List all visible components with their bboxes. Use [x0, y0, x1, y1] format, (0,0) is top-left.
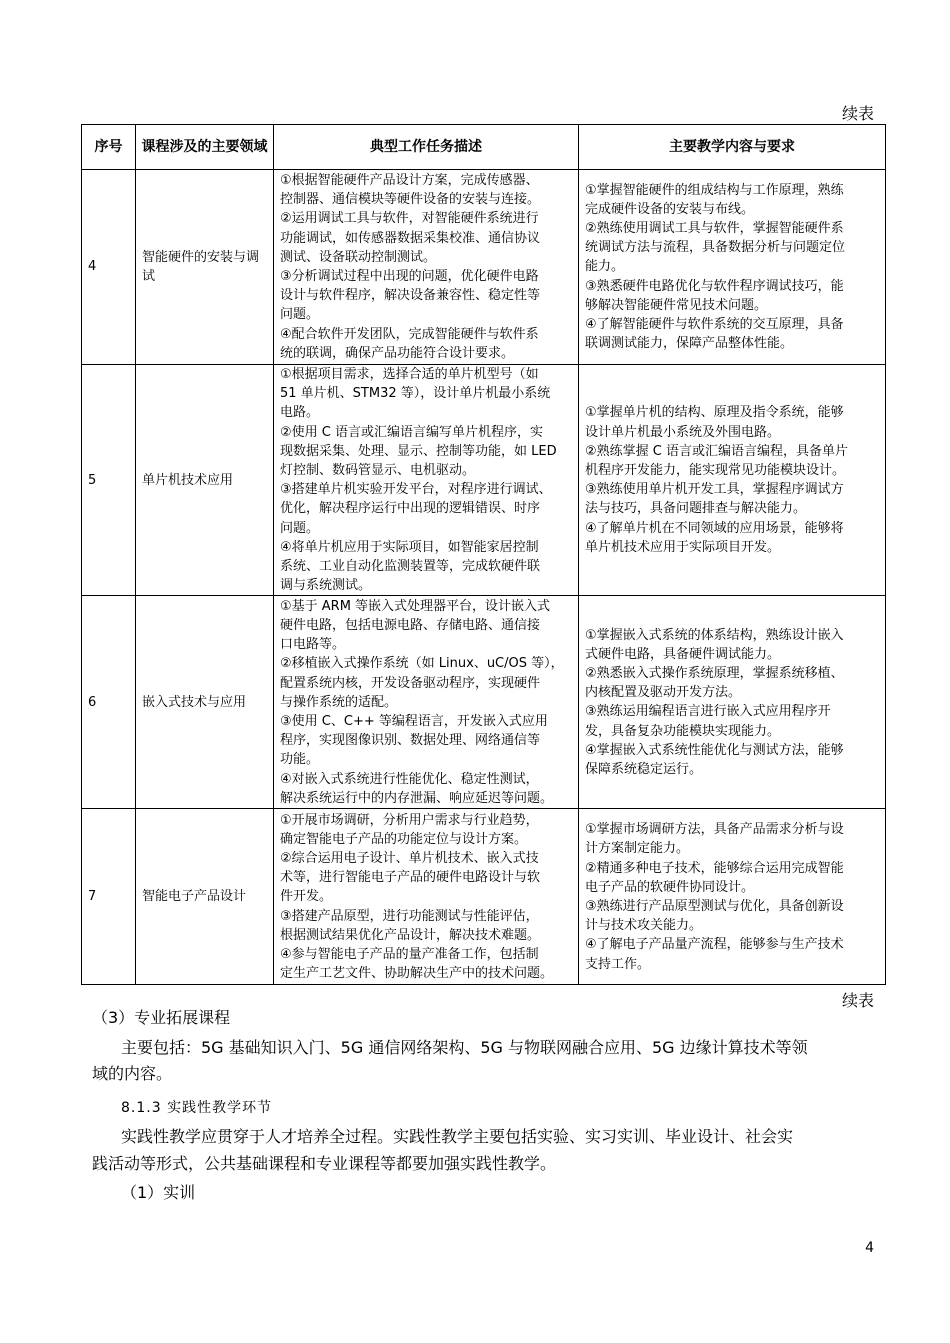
task-line: 灯控制、数码管显示、电机驱动。 — [280, 463, 476, 479]
task-line: 与操作系统的适配。 — [280, 694, 398, 710]
task-line: ③分析调试过程中出现的问题，优化硬件电路 — [280, 269, 539, 284]
task-line: 术等，进行智能电子产品的硬件电路设计与软 — [280, 870, 541, 886]
row-teaching-requirements — [579, 170, 886, 365]
task-line: 系统、工业自动化监测装置等，完成软硬件联 — [280, 559, 541, 575]
row-area: 智能电子产品设计 — [136, 809, 274, 985]
requirement-line: 完成硬件设备的安装与布线。 — [585, 201, 755, 217]
requirement-line: 计与技术攻关能力。 — [585, 918, 703, 934]
header-area: 课程涉及的主要领域 — [136, 125, 274, 170]
requirement-line: 保障系统稳定运行。 — [585, 762, 703, 778]
task-line: 优化，解决程序运行中出现的逻辑错误、时序 — [280, 501, 541, 517]
requirement-line: ①掌握智能硬件的组成结构与工作原理，熟练 — [585, 182, 844, 198]
requirement-line: ③熟练使用单片机开发工具，掌握程序调试方 — [585, 482, 844, 498]
table-row — [82, 170, 886, 365]
task-line: ③搭建单片机实验开发平台，对程序进行调试、 — [280, 482, 552, 498]
task-line: ①开展市场调研，分析用户需求与行业趋势， — [280, 812, 539, 828]
task-line: 解决系统运行中的内存泄漏、响应延迟等问题。 — [280, 790, 554, 806]
task-line: 功能。 — [280, 752, 320, 768]
row-number: 7 — [82, 809, 136, 985]
table-row — [82, 596, 886, 809]
row-task-description — [274, 809, 579, 985]
requirement-line: 支持工作。 — [585, 956, 651, 972]
requirement-line: 计方案制定能力。 — [585, 841, 690, 857]
requirement-line: ④掌握嵌入式系统性能优化与测试方法，能够 — [585, 742, 844, 758]
task-line: ②综合运用电子设计、单片机技术、嵌入式技 — [280, 850, 539, 866]
table-header-row — [82, 125, 886, 170]
requirement-line: 式硬件电路，具备硬件调试能力。 — [585, 646, 781, 662]
requirement-line: ④了解智能硬件与软件系统的交互原理，具备 — [585, 317, 844, 332]
task-line: 统的联调，确保产品功能符合设计要求。 — [280, 345, 515, 361]
task-line: ④将单片机应用于实际项目，如智能家居控制 — [280, 539, 539, 555]
task-line: 确定智能电子产品的功能定位与设计方案。 — [280, 831, 528, 847]
section-813-title: 8.1.3 实践性教学环节 — [121, 1100, 273, 1116]
requirement-line: 发，具备复杂功能模块实现能力。 — [585, 723, 781, 739]
section-ext-title: （3）专业拓展课程 — [92, 1008, 231, 1027]
task-line: 控制器、通信模块等硬件设备的安装与连接。 — [280, 192, 541, 208]
section-ext-body-line-2: 域的内容。 — [92, 1064, 173, 1083]
requirement-line: ③熟悉硬件电路优化与软件程序调试技巧，能 — [585, 278, 844, 294]
task-line: ②移植嵌入式操作系统（如 Linux、uC/OS 等）， — [280, 656, 564, 672]
header-task: 典型工作任务描述 — [274, 125, 579, 170]
task-line: 电路。 — [280, 405, 320, 421]
task-line: 调与系统测试。 — [280, 578, 372, 594]
requirement-line: 机程序开发能力，能实现常见功能模块设计。 — [585, 463, 846, 479]
task-line: ③使用 C、C++ 等编程语言，开发嵌入式应用 — [280, 714, 548, 730]
header-req: 主要教学内容与要求 — [579, 125, 886, 170]
requirement-line: ①掌握单片机的结构、原理及指令系统，能够 — [585, 405, 844, 421]
task-line: 51 单片机、STM32 等），设计单片机最小系统 — [280, 386, 551, 402]
table-row — [82, 809, 886, 985]
task-line: 程序，实现图像识别、数据处理、网络通信等 — [280, 733, 541, 749]
requirement-line: ③熟练进行产品原型测试与优化，具备创新设 — [585, 898, 844, 914]
task-line: ①根据智能硬件产品设计方案，完成传感器、 — [280, 172, 539, 188]
task-line: 功能调试，如传感器数据采集校准、通信协议 — [280, 230, 541, 246]
requirement-line: ②熟练使用调试工具与软件，掌握智能硬件系 — [585, 220, 844, 236]
requirement-line: ④了解电子产品量产流程，能够参与生产技术 — [585, 937, 844, 953]
requirement-line: 法与技巧，具备问题排查与解决能力。 — [585, 501, 807, 517]
requirement-line: 单片机技术应用于实际项目开发。 — [585, 539, 781, 555]
requirement-line: 内核配置及驱动开发方法。 — [585, 685, 742, 701]
header-num: 序号 — [82, 125, 136, 170]
task-line: ④对嵌入式系统进行性能优化、稳定性测试， — [280, 771, 539, 787]
requirement-line: ③熟练运用编程语言进行嵌入式应用程序开 — [585, 704, 831, 720]
row-number: 4 — [82, 170, 136, 365]
task-line: 口电路等。 — [280, 637, 346, 653]
requirement-line: ②熟悉嵌入式操作系统原理，掌握系统移植、 — [585, 666, 844, 682]
task-line: ②使用 C 语言或汇编语言编写单片机程序，实 — [280, 424, 543, 440]
section-train-title: （1）实训 — [121, 1183, 196, 1202]
course-table — [81, 124, 886, 985]
section-ext-body-line-1: 主要包括：5G 基础知识入门、5G 通信网络架构、5G 与物联网融合应用、5G 边缘计算技术等领 — [121, 1038, 808, 1057]
task-line: 问题。 — [280, 520, 320, 536]
row-teaching-requirements — [579, 596, 886, 809]
task-line: 件开发。 — [280, 889, 333, 905]
requirement-line: 联调测试能力，保障产品整体性能。 — [585, 336, 794, 352]
task-line: 现数据采集、处理、显示、控制等功能，如 LED — [280, 443, 557, 459]
row-task-description — [274, 365, 579, 596]
task-line: 配置系统内核，开发设备驱动程序，实现硬件 — [280, 675, 541, 691]
requirement-line: 统调试方法与流程，具备数据分析与问题定位 — [585, 240, 846, 256]
requirement-line: ①掌握市场调研方法，具备产品需求分析与设 — [585, 822, 844, 838]
requirement-line: 设计单片机最小系统及外围电路。 — [585, 424, 781, 440]
requirement-line: 电子产品的软硬件协同设计。 — [585, 879, 755, 895]
row-area: 单片机技术应用 — [136, 365, 274, 596]
section-813-body-line-1: 实践性教学应贯穿于人才培养全过程。实践性教学主要包括实验、实习实训、毕业设计、社会实 — [121, 1127, 794, 1146]
row-number: 6 — [82, 596, 136, 809]
task-line: 硬件电路，包括电源电路、存储电路、通信接 — [280, 618, 541, 634]
task-line: 测试、设备联动控制测试。 — [280, 249, 437, 265]
row-number: 5 — [82, 365, 136, 596]
task-line: 根据测试结果优化产品设计，解决技术难题。 — [280, 927, 541, 943]
continued-label-bottom: 续表 — [841, 991, 874, 1010]
requirement-line: 能力。 — [585, 259, 625, 275]
requirement-line: ②精通多种电子技术，能够综合运用完成智能 — [585, 860, 844, 876]
task-line: ④参与智能电子产品的量产准备工作，包括制 — [280, 946, 539, 962]
page-number: 4 — [865, 1240, 874, 1256]
requirement-line: ②熟练掌握 C 语言或汇编语言编程，具备单片 — [585, 443, 848, 459]
continued-label-top: 续表 — [841, 104, 874, 123]
requirement-line: ④了解单片机在不同领域的应用场景，能够将 — [585, 520, 844, 536]
requirement-line: 够解决智能硬件常见技术问题。 — [585, 297, 768, 313]
table-row — [82, 365, 886, 596]
row-area: 智能硬件的安装与调试 — [136, 170, 274, 365]
row-task-description — [274, 596, 579, 809]
task-line: 设计与软件程序，解决设备兼容性、稳定性等 — [280, 288, 541, 304]
task-line: 定生产工艺文件、协助解决生产中的技术问题。 — [280, 966, 554, 982]
task-line: ①基于 ARM 等嵌入式处理器平台，设计嵌入式 — [280, 598, 551, 614]
task-line: ③搭建产品原型，进行功能测试与性能评估， — [280, 908, 539, 924]
task-line: ④配合软件开发团队，完成智能硬件与软件系 — [280, 326, 539, 342]
task-line: 问题。 — [280, 307, 320, 323]
section-813-body-line-2: 践活动等形式，公共基础课程和专业课程等都要加强实践性教学。 — [92, 1154, 557, 1173]
row-teaching-requirements — [579, 365, 886, 596]
task-line: ②运用调试工具与软件，对智能硬件系统进行 — [280, 211, 539, 227]
row-area: 嵌入式技术与应用 — [136, 596, 274, 809]
task-line: ①根据项目需求，选择合适的单片机型号（如 — [280, 367, 539, 382]
row-task-description — [274, 170, 579, 365]
requirement-line: ①掌握嵌入式系统的体系结构，熟练设计嵌入 — [585, 627, 844, 643]
row-teaching-requirements — [579, 809, 886, 985]
